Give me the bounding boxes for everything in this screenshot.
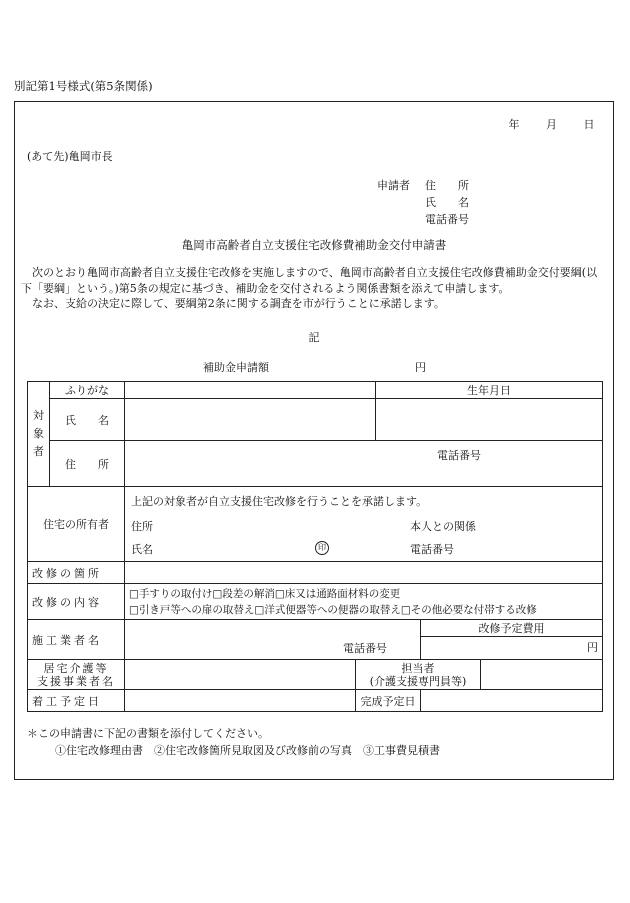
- furigana-field[interactable]: [125, 382, 376, 399]
- notes-line-1: ＊この申請書に下記の書類を添付してください。: [27, 727, 269, 740]
- form-heading: 別記第1号様式(第5条関係): [14, 79, 153, 93]
- contractor-phone-label: 電話番号: [343, 642, 387, 655]
- start-date-field[interactable]: [125, 690, 356, 712]
- date-day: 日: [583, 118, 595, 131]
- care-office-label-1: 居宅介護等: [43, 661, 109, 675]
- body-paragraph-1: 次のとおり亀岡市高齢者自立支援住宅改修を実施しますので、亀岡市高齢者自立支援住宅改修費補助金交付要綱(以下「要綱」という。)第5条の規定に基づき、補助金を交付されるよう関係書類を添えて申請します。: [21, 266, 598, 295]
- notes-line-2: ①住宅改修理由書 ②住宅改修箇所見取図及び改修前の写真 ③工事費見積書: [55, 744, 440, 757]
- cost-unit: 円: [587, 641, 599, 654]
- seal-mark: [315, 540, 329, 555]
- furigana-label: ふりがな: [50, 382, 125, 399]
- repair-location-field[interactable]: [125, 562, 603, 584]
- person-in-charge-label: [356, 660, 481, 690]
- care-office-label-2: 支援事業者名: [37, 674, 115, 688]
- applicant-phone-label: 電話番号: [425, 213, 469, 226]
- planned-cost-label: 改修予定費用: [421, 620, 603, 637]
- name-field[interactable]: [125, 399, 376, 441]
- repair-location-label: 改修の箇所: [28, 562, 125, 584]
- phone-label: 電話番号: [437, 449, 481, 462]
- repair-options-row-1[interactable]: □手すりの取付け□段差の解消□床又は通路面材料の変更: [129, 587, 401, 600]
- applicant-name-label: 氏 名: [425, 196, 469, 209]
- date-month: 月: [546, 118, 558, 131]
- start-date-label: 着工予定日: [28, 690, 125, 712]
- body-text: [21, 265, 607, 312]
- owner-address-label: 住所: [131, 520, 153, 533]
- contractor-field[interactable]: [125, 620, 421, 660]
- birth-date-field[interactable]: [376, 399, 603, 441]
- care-office-field[interactable]: [125, 660, 356, 690]
- care-manager-text: (介護支援専門員等): [369, 674, 467, 688]
- owner-consent-text: 上記の対象者が自立支援住宅改修を行うことを承諾します。: [131, 495, 428, 508]
- person-in-charge-text: 担当者: [401, 661, 435, 675]
- person-in-charge-field[interactable]: [481, 660, 603, 690]
- subject-char-1: 対: [33, 409, 44, 422]
- owner-phone-label: 電話番号: [410, 543, 454, 556]
- applicant-block: [377, 177, 469, 228]
- owner-section: [125, 487, 603, 562]
- application-table: [27, 381, 603, 712]
- repair-content-options[interactable]: [125, 584, 603, 620]
- body-paragraph-2: なお、支給の決定に際して、要綱第2条に関する調査を市が行うことに承諾します。: [32, 297, 445, 310]
- end-date-label: 完成予定日: [356, 690, 421, 712]
- applicant-label: 申請者: [377, 179, 410, 192]
- date-year: 年: [508, 118, 520, 131]
- ki-heading: 記: [308, 331, 320, 344]
- owner-name-label: 氏名: [131, 543, 153, 556]
- end-date-field[interactable]: [421, 690, 603, 712]
- seal-icon: 印: [315, 541, 329, 555]
- application-form: [14, 101, 614, 780]
- repair-content-label: 改修の内容: [28, 584, 125, 620]
- subject-label-cell: [28, 382, 50, 487]
- contractor-label: 施工業者名: [28, 620, 125, 660]
- care-office-label: [28, 660, 125, 690]
- address-label: 住 所: [50, 441, 125, 487]
- notes: [27, 725, 440, 759]
- amount-label: 補助金申請額: [203, 361, 269, 374]
- addressee: (あて先)亀岡市長: [27, 150, 113, 163]
- owner-relation-label: 本人との関係: [410, 520, 476, 533]
- date-line: [15, 116, 595, 132]
- planned-cost-field[interactable]: [421, 637, 603, 660]
- owner-label: 住宅の所有者: [28, 487, 125, 562]
- amount-unit: 円: [415, 361, 426, 374]
- subject-char-2: 象: [33, 427, 44, 440]
- applicant-address-label: 住 所: [425, 179, 469, 192]
- subject-char-3: 者: [33, 445, 44, 458]
- name-label: 氏 名: [50, 399, 125, 441]
- address-field[interactable]: [125, 441, 603, 487]
- birth-date-label: 生年月日: [376, 382, 603, 399]
- form-title: 亀岡市高齢者自立支援住宅改修費補助金交付申請書: [181, 238, 447, 252]
- repair-options-row-2[interactable]: □引き戸等への扉の取替え□洋式便器等への便器の取替え□その他必要な付帯する改修: [129, 603, 537, 616]
